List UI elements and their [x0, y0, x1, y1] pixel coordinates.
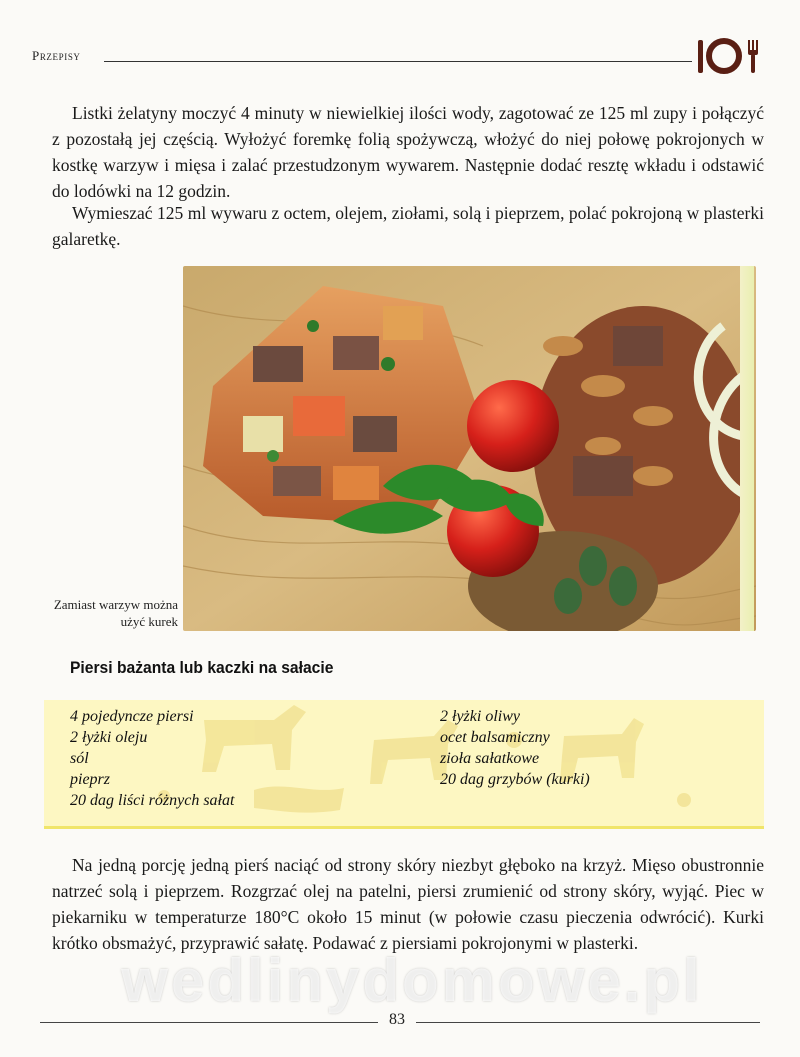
footer-rule-right	[416, 1022, 760, 1023]
ingredients-list-left	[70, 706, 234, 811]
paragraph-dressing: Wymieszać 125 ml wywaru z octem, olejem, ziołami, solą i pieprzem, polać pokrojoną w plasterki galaretkę.	[52, 203, 764, 249]
ingredient-item: 20 dag grzybów (kurki)	[440, 771, 590, 788]
section-label: Przepisy	[32, 48, 81, 63]
ingredients-box	[44, 700, 764, 829]
ingredient-item: 20 dag liści różnych sałat	[70, 792, 235, 809]
recipe-title: Piersi bażanta lub kaczki na sałacie	[70, 658, 334, 677]
recipe-method: Na jedną porcję jedną pierś naciąć od strony skóry niezbyt głęboko na krzyż. Mięso obustronnie natrzeć solą i pieprzem. Rozgrzać olej na patelni, piersi zrumienić od strony skóry, wyjąć. Piec w piekarniku w temperaturze 180°C około 15 minut (w połowie czasu pieczenia odwrócić). Kurki krótko obsmażyć, przyprawić sałatę. Podawać z piersiami pokrojonymi w plasterki.	[52, 855, 764, 953]
caption-line-1: Zamiast warzyw można	[53, 597, 178, 612]
ingredient-item: ocet balsamiczny	[440, 729, 550, 746]
paragraph-preparation: Listki żelatyny moczyć 4 minuty w niewielkiej ilości wody, zagotować ze 125 ml zupy i połączyć z pozostałą jej częścią. Wyłożyć foremkę folią spożywczą, włożyć do niej połowę pokrojonych w kostkę warzyw i mięsa i zalać przestudzonym wywarem. Następnie dodać resztę wkładu i odstawić do lodówki na 12 godzin.	[52, 103, 764, 201]
watermark-bottom: wedlinydomowe.pl	[121, 947, 703, 1014]
page-number: 83	[389, 1011, 405, 1028]
caption-line-2: użyć kurek	[120, 614, 178, 629]
ingredients-list-right	[440, 706, 590, 790]
photo-caption	[32, 596, 178, 630]
ingredient-item: sól	[70, 750, 89, 767]
ingredient-item: pieprz	[70, 771, 110, 788]
ingredient-item: 2 łyżki oleju	[70, 729, 148, 746]
food-photo	[183, 266, 756, 631]
ingredient-item: 2 łyżki oliwy	[440, 708, 520, 725]
ingredient-item: 4 pojedyncze piersi	[70, 708, 194, 725]
ingredient-item: zioła sałatkowe	[440, 750, 540, 767]
header-rule	[104, 61, 692, 62]
footer-rule-left	[40, 1022, 378, 1023]
cutlery-icon	[695, 36, 767, 76]
photo-frame-strip	[740, 266, 754, 631]
